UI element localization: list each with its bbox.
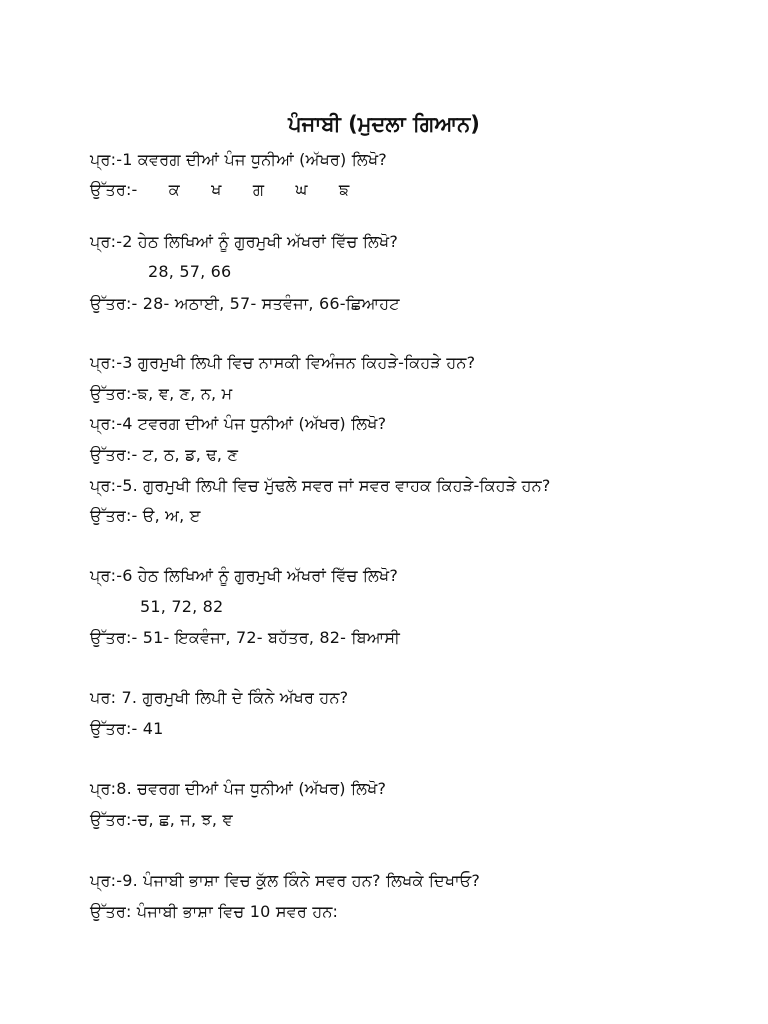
question-3: ਪ੍ਰ:-3 ਗੁਰਮੁਖੀ ਲਿਪੀ ਵਿਚ ਨਾਸਕੀ ਵਿਅੰਜਨ ਕਿਹੜੇ-ਕਿਹੜੇ ਹਨ? [90, 353, 476, 372]
answer-1: ਉੱਤਰ:- ਕ ਖ ਗ ਘ ਙ [90, 180, 350, 199]
answer-6: ਉੱਤਰ:- 51- ਇਕਵੰਜਾ, 72- ਬਹੱਤਰ, 82- ਬਿਆਸੀ [90, 628, 401, 647]
answer-9: ਉੱਤਰ: ਪੰਜਾਬੀ ਭਾਸ਼ਾ ਵਿਚ 10 ਸਵਰ ਹਨ: [90, 902, 339, 921]
question-8: ਪ੍ਰ:8. ਚਵਰਗ ਦੀਆਂ ਪੰਜ ਧੁਨੀਆਂ (ਅੱਖਰ) ਲਿਖੋ? [90, 779, 387, 798]
question-2: ਪ੍ਰ:-2 ਹੇਠ ਲਿਖਿਆਂ ਨੂੰ ਗੁਰਮੁਖੀ ਅੱਖਰਾਂ ਵਿੱਚ ਲਿਖੋ? [90, 232, 399, 251]
question-7: ਪਰ: 7. ਗੁਰਮੁਖੀ ਲਿਪੀ ਦੇ ਕਿੰਨੇ ਅੱਖਰ ਹਨ? [90, 688, 349, 707]
question-6: ਪ੍ਰ:-6 ਹੇਠ ਲਿਖਿਆਂ ਨੂੰ ਗੁਰਮੁਖੀ ਅੱਖਰਾਂ ਵਿੱਚ ਲਿਖੋ? [90, 566, 399, 585]
answer-8: ਉੱਤਰ:-ਚ, ਛ, ਜ, ਝ, ਞ [90, 810, 233, 829]
question-9: ਪ੍ਰ:-9. ਪੰਜਾਬੀ ਭਾਸ਼ਾ ਵਿਚ ਕੁੱਲ ਕਿੰਨੇ ਸਵਰ ਹਨ? ਲਿਖਕੇ ਦਿਖਾਓ? [90, 871, 481, 890]
question-2-numbers: 28, 57, 66 [148, 262, 232, 281]
question-1: ਪ੍ਰ:-1 ਕਵਰਗ ਦੀਆਂ ਪੰਜ ਧੁਨੀਆਂ (ਅੱਖਰ) ਲਿਖੋ? [90, 150, 387, 169]
answer-2: ਉੱਤਰ:- 28- ਅਠਾਈ, 57- ਸਤਵੰਜਾ, 66-ਛਿਆਹਟ [90, 294, 400, 313]
answer-4: ਉੱਤਰ:- ਟ, ਠ, ਡ, ਢ, ਣ [90, 445, 239, 464]
answer-5: ਉੱਤਰ:- ੳ, ਅ, ੲ [90, 506, 201, 525]
question-6-numbers: 51, 72, 82 [140, 597, 224, 616]
question-4: ਪ੍ਰ:-4 ਟਵਰਗ ਦੀਆਂ ਪੰਜ ਧੁਨੀਆਂ (ਅੱਖਰ) ਲਿਖੋ? [90, 414, 387, 433]
answer-7: ਉੱਤਰ:- 41 [90, 719, 164, 738]
question-5: ਪ੍ਰ:-5. ਗੁਰਮੁਖੀ ਲਿਪੀ ਵਿਚ ਮੁੱਢਲੇ ਸਵਰ ਜਾਂ ਸਵਰ ਵਾਹਕ ਕਿਹੜੇ-ਕਿਹੜੇ ਹਨ? [90, 476, 551, 495]
page-title: ਪੰਜਾਬੀ (ਮੁਦਲਾ ਗਿਆਨ) [288, 112, 480, 136]
answer-3: ਉੱਤਰ:-ਙ, ਞ, ਣ, ਨ, ਮ [90, 384, 233, 403]
